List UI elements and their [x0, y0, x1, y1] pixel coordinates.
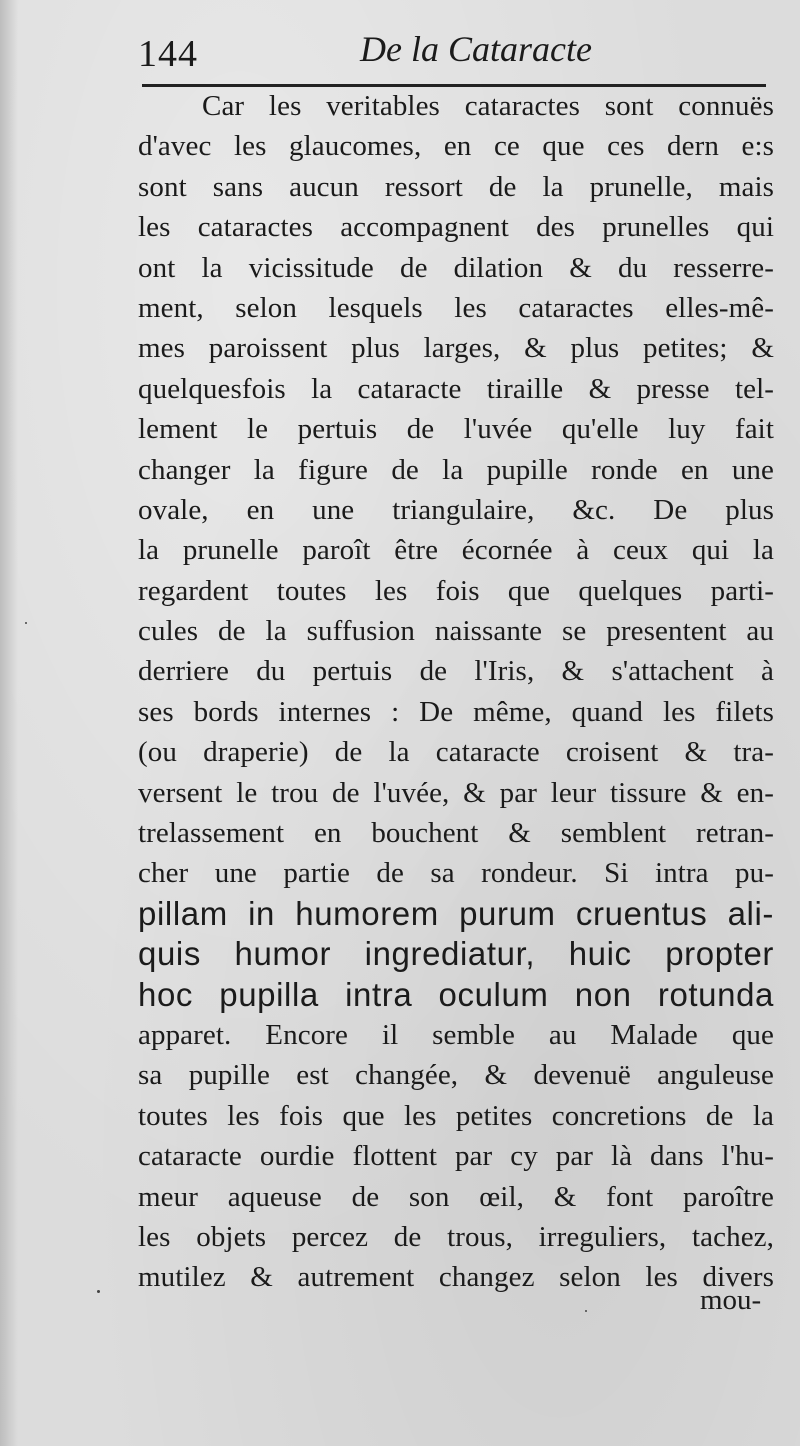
- text-line: sa pupille est changée, & devenuë anguleuse: [138, 1059, 774, 1092]
- text-line: apparet. Encore il semble au Malade que: [138, 1018, 774, 1051]
- latin-quote-line: pillam in humorem purum cruentus ali-: [138, 894, 774, 932]
- text-line: regardent toutes les fois que quelques parti-: [138, 574, 774, 607]
- text-line: ment, selon lesquels les cataractes elles-mê-: [138, 291, 774, 324]
- text-line: Car les veritables cataractes sont connuës: [202, 90, 774, 122]
- text-line: les objets percez de trous, irreguliers, tachez,: [138, 1220, 774, 1253]
- text-line: meur aqueuse de son œil, & font paroître: [138, 1180, 774, 1213]
- text-line: d'avec les glaucomes, en ce que ces dern e:s: [138, 130, 774, 163]
- text-line: quelquesfois la cataracte tiraille & presse tel-: [138, 372, 774, 405]
- text-line: toutes les fois que les petites concretions de la: [138, 1099, 774, 1132]
- text-line: derriere du pertuis de l'Iris, & s'attachent à: [138, 655, 774, 688]
- text-line: ovale, en une triangulaire, &c. De plus: [138, 493, 774, 526]
- text-line: cher une partie de sa rondeur. Si intra pu-: [138, 857, 774, 890]
- catchword: mou-: [700, 1284, 762, 1316]
- text-line: (ou draperie) de la cataracte croisent & tra-: [138, 736, 774, 769]
- paper-speck: [585, 1310, 587, 1312]
- page-header: [138, 24, 766, 86]
- paper-speck: [25, 622, 27, 624]
- text-line: mutilez & autrement changez selon les divers: [138, 1261, 774, 1294]
- text-line: sont sans aucun ressort de la prunelle, mais: [138, 170, 774, 203]
- text-line: cataracte ourdie flottent par cy par là dans l'hu-: [138, 1140, 774, 1173]
- text-line: ses bords internes : De même, quand les filets: [138, 695, 774, 728]
- paper-speck: [97, 1290, 100, 1293]
- text-line: ont la vicissitude de dilation & du resserre-: [138, 251, 774, 284]
- text-line: cules de la suffusion naissante se presentent au: [138, 615, 774, 648]
- page-gutter-shadow: [0, 0, 18, 1446]
- text-line: la prunelle paroît être écornée à ceux qui la: [138, 534, 774, 567]
- text-line: changer la figure de la pupille ronde en une: [138, 453, 774, 486]
- text-line: les cataractes accompagnent des prunelles qui: [138, 211, 774, 244]
- body-text: [138, 86, 774, 1298]
- latin-quote-line: quis humor ingrediatur, huic propter: [138, 935, 774, 973]
- text-line: mes paroissent plus larges, & plus petites; &: [138, 332, 774, 365]
- running-head: De la Cataracte: [360, 29, 592, 69]
- page-number: 144: [138, 33, 198, 75]
- text-line: versent le trou de l'uvée, & par leur tissure & en-: [138, 776, 774, 809]
- text-line: lement le pertuis de l'uvée qu'elle luy fait: [138, 413, 774, 446]
- latin-quote-line: hoc pupilla intra oculum non rotunda: [138, 975, 774, 1013]
- text-line: trelassement en bouchent & semblent retran-: [138, 817, 774, 850]
